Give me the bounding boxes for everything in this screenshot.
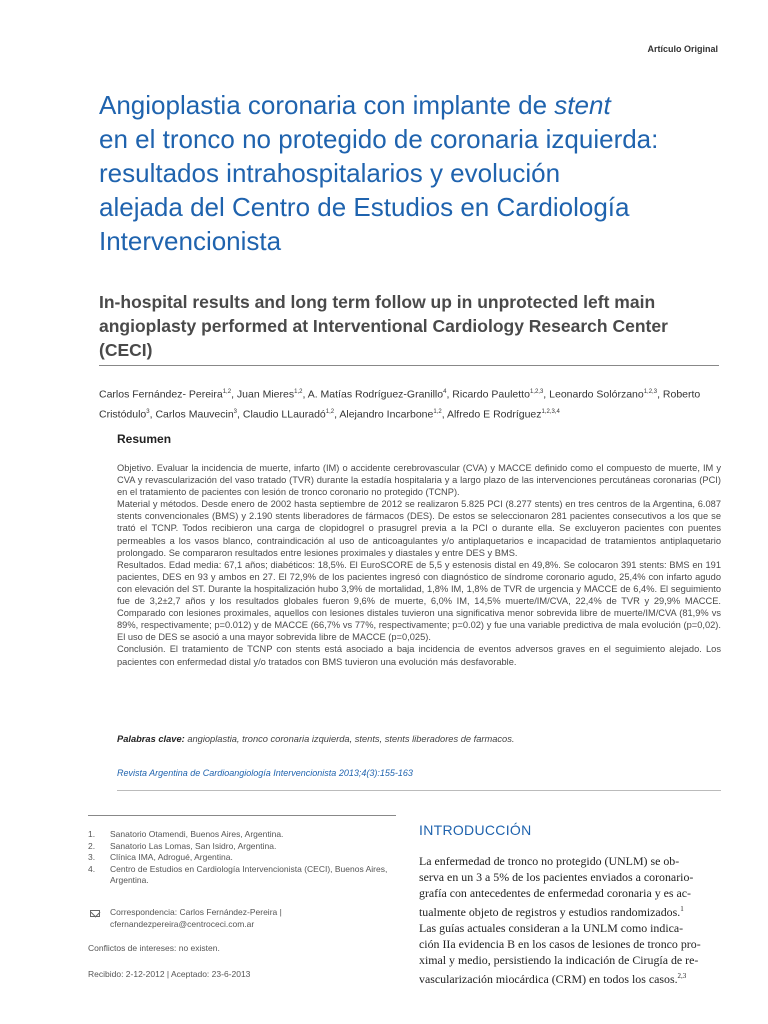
author-name: Carlos Mauvecin	[155, 408, 234, 420]
abstract-objective: Objetivo. Evaluar la incidencia de muerte, infarto (IM) o accidente cerebrovascular (CVA) y MACCE definido como el compuesto de muerte, IM y CVA y revascularización del vaso tratado (TVR) durante la estadía hospitalaria y a largo plazo de las intervenciones percutáneas coronarias (PCI) en el tratamiento de pacientes con lesión de tronco coronario no protegido (TCNP).	[117, 463, 721, 498]
envelope-icon	[90, 910, 100, 917]
intro-line: vascularización miocárdica (CRM) en todos los casos.$^{2,3}$	[419, 971, 687, 986]
title-line-5: Intervencionista	[99, 226, 282, 256]
intro-line: tualmente objeto de registros y estudios randomizados.$^1$	[419, 904, 684, 919]
author-affiliation-ref: 4	[443, 389, 447, 395]
introduction-text	[419, 853, 719, 987]
intro-line: ción IIa evidencia B en los casos de lesiones de tronco pro-	[419, 936, 701, 951]
section-label: Artículo Original	[647, 44, 718, 54]
keywords-text: angioplastia, tronco coronaria izquierda, stents, stents liberadores de farmacos.	[187, 734, 515, 744]
affiliation-item: 1. Sanatorio Otamendi, Buenos Aires, Argentina.	[88, 829, 284, 839]
author-name: Carlos Fernández- Pereira	[99, 388, 223, 401]
abstract-results: Resultados. Edad media: 67,1 años; diabéticos: 18,5%. El EuroSCORE de 5,5 y estenosis distal en 49,8%. Se colocaron 391 stents: BMS en 191 pacientes, DES en 93 y ambos en 27. El 72,9% de los pacientes ingresó con diagnóstico de síndrome coronario agudo, 25,4% con infarto agudo con elevación del ST. Durante la hospitalización hubo 3,9% de mortalidad, 1,8% IM, 1,8% de TVR de urgencia y MACCE de 6,4%. El seguimiento fue de 3,2±2,7 años y los resultados globales fueron 9,6% de muerte, 6,0% IM, 14,5% muerte/IM/CVA, 22,4% de TVR y 29,9% MACCE. Comparado con lesiones proximales, aquellos con lesiones distales tuvieron una significativa menor sobrevida libre de muerte/IM/CVA (81,9% vs 89%, respectivamente; p=0.012) y de MACCE (66,7% vs 77%, respectivamente; p=0.02) y fue una variable predictiva de mala evolución (p=0,02). El uso de DES se asoció a una mayor sobrevida libre de MACCE (p=0,025).	[117, 559, 721, 643]
intro-line: grafía con antecedentes de enfermedad coronaria y es ac-	[419, 886, 692, 900]
english-title	[99, 290, 719, 362]
title-line-3: resultados intrahospitalarios y evolución	[99, 158, 561, 188]
divider	[99, 365, 719, 366]
title-line-2: en el tronco no protegido de coronaria izquierda:	[99, 124, 659, 154]
correspondence-text: Correspondencia: Carlos Fernández-Pereira | cfernandezpereira@centroceci.com.ar	[110, 907, 282, 929]
intro-line: ximal y medio, persistiendo la indicación de Cirugía de re-	[419, 952, 699, 967]
introduction-heading: INTRODUCCIÓN	[419, 822, 532, 838]
author-affiliation-ref: 1,2	[294, 389, 303, 395]
author-name: Ricardo Pauletto	[452, 388, 530, 401]
author-name: Alfredo E Rodríguez	[446, 408, 542, 420]
abstract-heading: Resumen	[117, 432, 172, 446]
affiliation-item: 2. Sanatorio Las Lomas, San Isidro, Argentina.	[88, 840, 277, 851]
author-affiliation-ref: 3	[146, 408, 150, 415]
affiliation-item: 3. Clínica IMA, Adrogué, Argentina.	[88, 852, 233, 862]
correspondence	[88, 907, 398, 930]
subtitle-line-1: In-hospital results and long term follow up in unprotected left main	[99, 292, 656, 312]
divider	[88, 815, 396, 816]
journal-citation	[117, 768, 413, 778]
author-affiliation-ref: 1,2	[325, 408, 335, 415]
divider	[117, 790, 721, 791]
intro-line: La enfermedad de tronco no protegido (UNLM) se ob-	[419, 854, 680, 868]
citation-ref: 1	[680, 905, 684, 913]
author-list: Carlos Fernández- Pereira$^{1,2}$, Juan Mieres$^{1,2}$, A. Matías Rodríguez-Granillo$^4$, Ricardo Pauletto$^{1,2,3}$, Leonardo Solórzano$^{1,2,3}$, Roberto Cristódulo$^3$, Carlos Mauvecin$^3$, Claudio LLauradó$^{1,2}$, Alejandro Incarbone$^{1,2}$, Alfredo E Rodríguez$^{1,2,3,4}$	[99, 388, 701, 420]
author-name: Claudio LLauradó	[242, 408, 326, 420]
author-name: A. Matías Rodríguez-Granillo	[307, 388, 444, 401]
author-affiliation-ref: 1,2	[433, 408, 442, 415]
journal-volume: 2013;4(3):155-163	[338, 768, 413, 778]
title-line-4: alejada del Centro de Estudios en Cardiología	[99, 192, 630, 222]
received-accepted-dates: Recibido: 2-12-2012 | Aceptado: 23-6-2013	[88, 969, 251, 979]
keywords	[117, 733, 721, 745]
author-affiliation-ref: 1,2,3	[529, 389, 544, 395]
citation-ref: 2,3	[677, 971, 687, 980]
author-name: Juan Mieres	[236, 388, 295, 401]
title-line-1: Angioplastia coronaria con implante de stent	[99, 90, 611, 120]
subtitle-line-2: angioplasty performed at Interventional Cardiology Research Center (CECI)	[99, 316, 668, 360]
title-italic-word: stent	[554, 90, 611, 120]
keywords-label: Palabras clave:	[117, 734, 185, 744]
author-name: Alejandro Incarbone	[339, 408, 434, 420]
abstract-methods: Material y métodos. Desde enero de 2002 hasta septiembre de 2012 se realizaron 5.825 PCI (8.277 stents) en tres centros de la Argentina, 6.087 stents convencionales (BMS) y 2.190 stents liberadores de fármacos (DES). De estos se seleccionaron 281 pacientes consecutivos a los que se trató el TCNP. Todos recibieron una carga de clopidogrel o prasugrel previa a la PCI o durante ella. Se excluyeron pacientes con puentes permeables a los vasos blanco, contraindicación al uso de anticoagulantes y/o antiplaquetarios e incapacidad de tratamientos antiplaquetario prolongado. Se compararon resultados entre lesiones proximales y diastales y entre DES y BMS.	[117, 499, 721, 558]
author-affiliation-ref: 1,2	[222, 389, 232, 395]
affiliation-item: 4. Centro de Estudios en Cardiología Intervencionista (CECI), Buenos Aires, Argentina.	[88, 863, 388, 885]
author-affiliation-ref: 3	[233, 408, 238, 415]
article-title	[99, 88, 719, 258]
author-name: Leonardo Solórzano	[549, 388, 644, 401]
conflicts-of-interest: Conflictos de intereses: no existen.	[88, 943, 220, 953]
intro-line: serva en un 3 a 5% de los pacientes enviados a coronario-	[419, 870, 694, 884]
author-affiliation-ref: 1,2,3	[643, 389, 658, 395]
abstract-conclusion: Conclusión. El tratamiento de TCNP con stents está asociado a baja incidencia de eventos adversos graves en el seguimiento alejado. Los pacientes con enfermedad distal y/o tratados con BMS tuvieron una evolución más desfavorable.	[117, 644, 721, 667]
abstract-body	[117, 462, 721, 668]
journal-name: Revista Argentina de Cardioangiología Intervencionista	[117, 768, 337, 778]
author-affiliation-ref: 1,2,3,4	[541, 408, 560, 415]
affiliations-list	[88, 829, 398, 887]
author-name: Roberto Cristódulo	[99, 388, 701, 420]
intro-line: Las guías actuales consideran a la UNLM como indica-	[419, 920, 684, 935]
